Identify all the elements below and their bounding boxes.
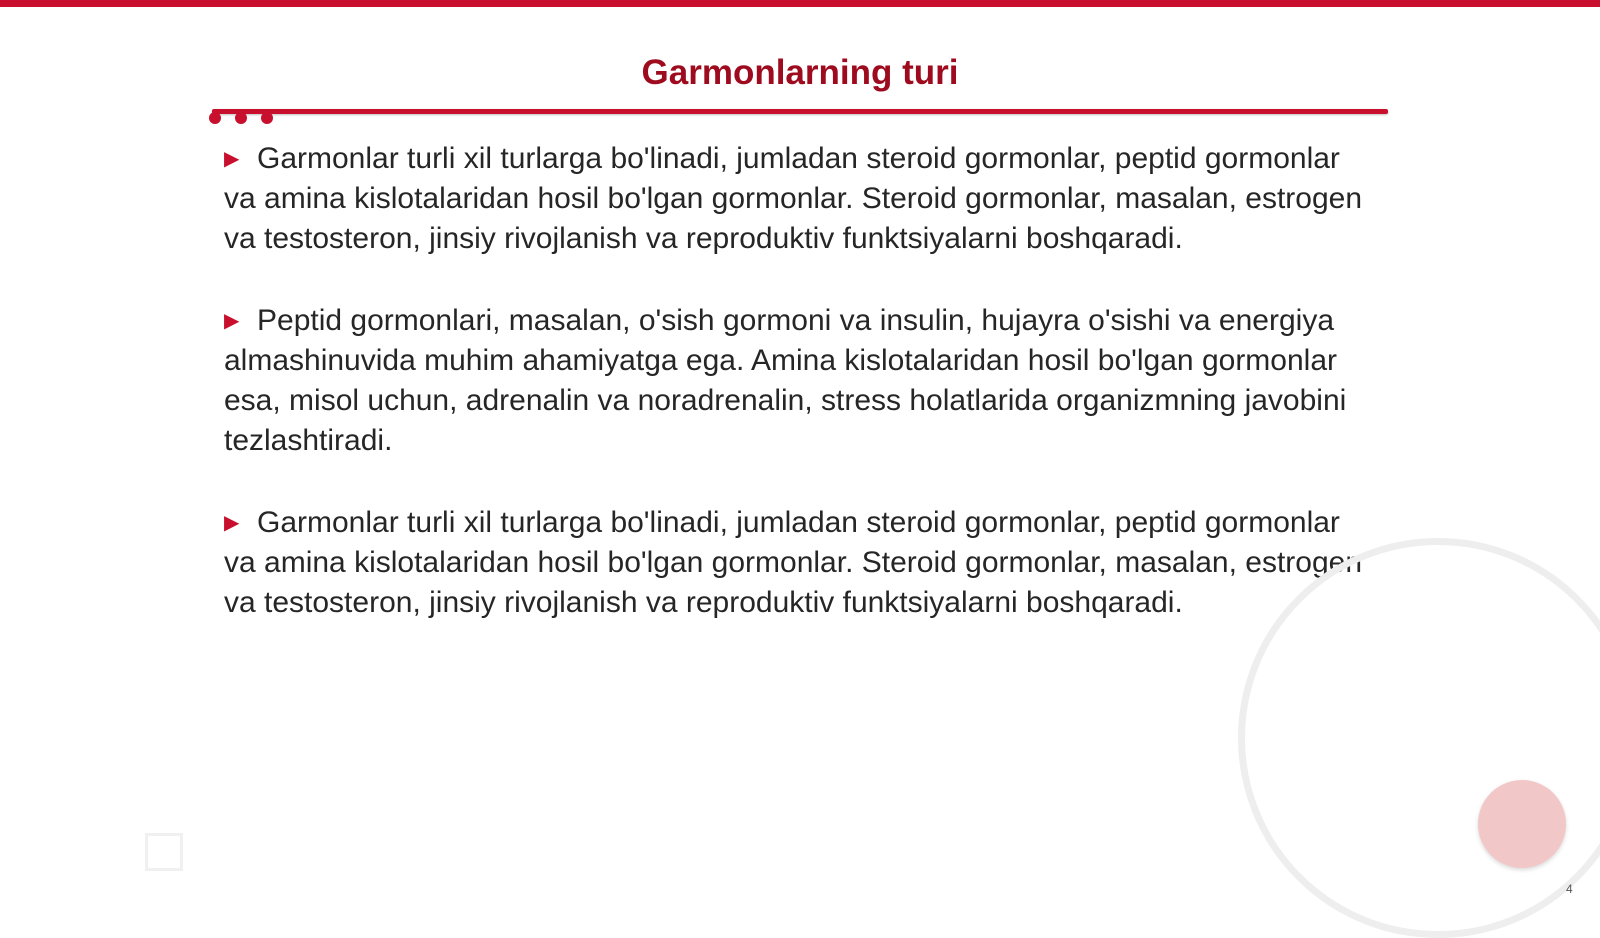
title-underline	[212, 109, 1388, 114]
decorative-square-outline	[145, 833, 183, 871]
triangle-right-icon: ▶	[224, 512, 240, 534]
bullet-item	[224, 301, 1374, 461]
decorative-pink-circle	[1478, 780, 1566, 868]
bullet-list	[224, 139, 1374, 665]
underline-dot-1	[209, 112, 221, 124]
top-accent-bar	[0, 0, 1600, 7]
bullet-item	[224, 139, 1374, 259]
slide-title: Garmonlarning turi	[641, 53, 959, 92]
underline-dot-2	[235, 112, 247, 124]
bullet-text: Peptid gormonlari, masalan, o'sish gormoni va insulin, hujayra o'sishi va energiya almashinuvida muhim ahamiyatga ega. Amina kislotalaridan hosil bo'lgan gormonlar esa, misol uchun, adrenalin va noradrenalin, stress holatlarida organizmning javobini tezlashtiradi.	[224, 304, 1347, 457]
underline-dot-3	[261, 112, 273, 124]
bullet-text: Garmonlar turli xil turlarga bo'linadi, jumladan steroid gormonlar, peptid gormonlar va amina kislotalaridan hosil bo'lgan gormonlar. Steroid gormonlar, masalan, estrogen va testosteron, jinsiy rivojlanish va reproduktiv funktsiyalarni boshqaradi.	[224, 506, 1363, 619]
triangle-right-icon: ▶	[224, 310, 240, 332]
bullet-text: Garmonlar turli xil turlarga bo'linadi, jumladan steroid gormonlar, peptid gormonlar va amina kislotalaridan hosil bo'lgan gormonlar. Steroid gormonlar, masalan, estrogen va testosteron, jinsiy rivojlanish va reproduktiv funktsiyalarni boshqaradi.	[224, 142, 1363, 255]
page-number: 4	[1566, 882, 1573, 896]
triangle-right-icon: ▶	[224, 148, 240, 170]
bullet-item	[224, 503, 1374, 623]
